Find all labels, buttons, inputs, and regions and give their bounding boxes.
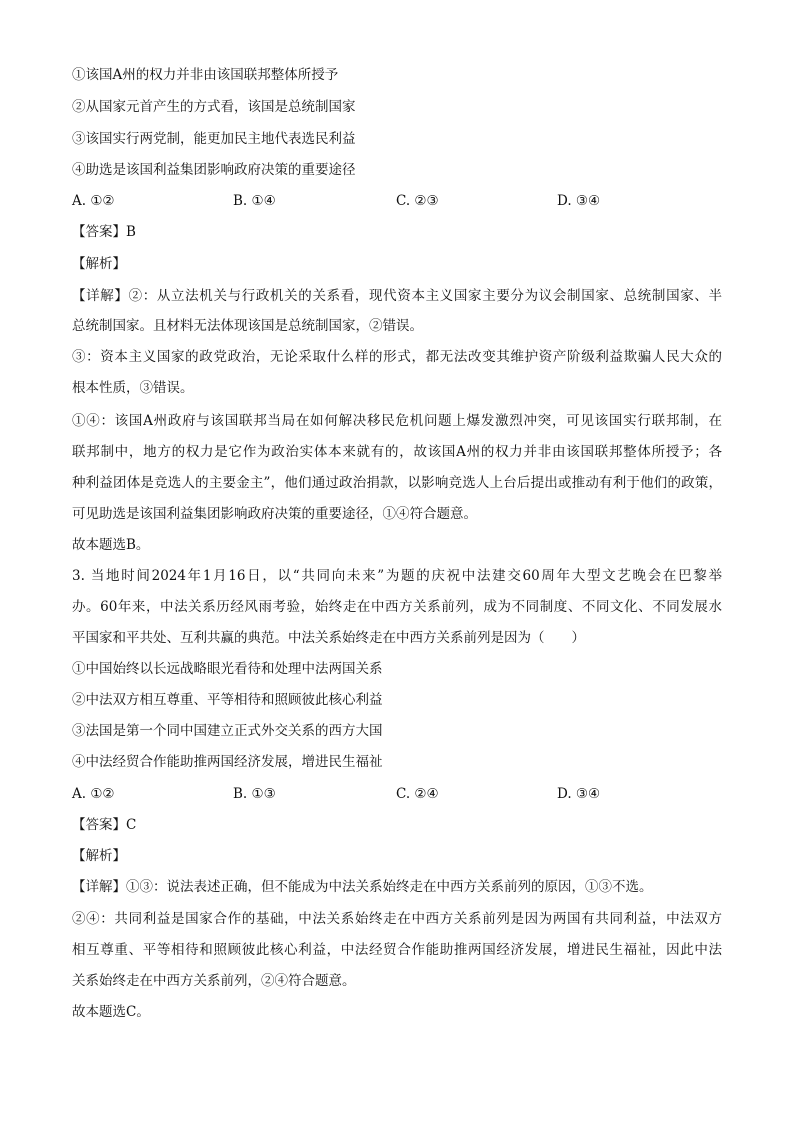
q3-item-4: ④中法经贸合作能助推两国经济发展，增进民生福祉 (72, 754, 383, 770)
q3-option-d: D. ③④ (557, 786, 601, 802)
q2-detail-line-3: ③：资本主义国家的政党政治，无论采取什么样的形式，都无法改变其维护资产阶级利益欺骗人民大众的 (72, 349, 722, 365)
q3-stem-line-1: 3. 当地时间2024年1月16日，以“共同向未来”为题的庆祝中法建交60周年大型文艺晚会在巴黎举 (72, 568, 722, 584)
q3-item-3: ③法国是第一个同中国建立正式外交关系的西方大国 (72, 723, 383, 739)
q2-detail-line-7: 种利益团体是竞选人的主要金主”，他们通过政治捐款，以影响竞选人上台后提出或推动有利于他们的政策， (72, 475, 722, 491)
q2-option-c: C. ②③ (396, 193, 439, 209)
q2-answer: 【答案】B (72, 224, 136, 240)
q2-item-3: ③该国实行两党制，能更加民主地代表选民利益 (72, 131, 356, 147)
q2-option-b: B. ①④ (233, 193, 276, 209)
q3-option-a: A. ①② (72, 786, 115, 802)
q3-analysis-label: 【解析】 (72, 848, 126, 864)
q3-conclusion: 故本题选C。 (72, 1004, 150, 1020)
q2-item-1: ①该国A州的权力并非由该国联邦整体所授予 (72, 67, 339, 83)
q3-item-2: ②中法双方相互尊重、平等相待和照顾彼此核心利益 (72, 692, 383, 708)
q3-stem-line-3: 平国家和平共处、互利共赢的典范。中法关系始终走在中西方关系前列是因为（ ） (72, 630, 585, 646)
q3-answer: 【答案】C (72, 817, 137, 833)
q2-detail-line-6: 联邦制中，地方的权力是它作为政治实体本来就有的，故该国A州的权力并非由该国联邦整体所授予；各 (72, 444, 722, 460)
q3-detail-line-4: 关系始终走在中西方关系前列，②④符合题意。 (72, 973, 356, 989)
q3-stem-line-2: 办。60年来，中法关系历经风雨考验，始终走在中西方关系前列，成为不同制度、不同文化、不同发展水 (72, 599, 722, 615)
q3-detail-line-3: 相互尊重、平等相待和照顾彼此核心利益，中法经贸合作能助推两国经济发展，增进民生福祉，因此中法 (72, 942, 722, 958)
q3-option-b: B. ①③ (233, 786, 276, 802)
q3-option-c: C. ②④ (396, 786, 439, 802)
q2-detail-line-8: 可见助选是该国利益集团影响政府决策的重要途径，①④符合题意。 (72, 506, 477, 522)
q2-analysis-label: 【解析】 (72, 256, 126, 272)
q2-detail-line-1: 【详解】②：从立法机关与行政机关的关系看，现代资本主义国家主要分为议会制国家、总统制国家、半 (72, 288, 722, 304)
q3-detail-line-2: ②④：共同利益是国家合作的基础，中法关系始终走在中西方关系前列是因为两国有共同利益，中法双方 (72, 911, 722, 927)
q2-option-d: D. ③④ (557, 193, 601, 209)
q2-conclusion: 故本题选B。 (72, 537, 150, 553)
q2-detail-line-4: 根本性质，③错误。 (72, 380, 194, 396)
q2-detail-line-5: ①④：该国A州政府与该国联邦当局在如何解决移民危机问题上爆发激烈冲突，可见该国实行联邦制，在 (72, 413, 722, 429)
q3-item-1: ①中国始终以长远战略眼光看待和处理中法两国关系 (72, 661, 383, 677)
q2-option-a: A. ①② (72, 193, 115, 209)
q2-detail-line-2: 总统制国家。且材料无法体现该国是总统制国家，②错误。 (72, 318, 423, 334)
q2-item-2: ②从国家元首产生的方式看，该国是总统制国家 (72, 99, 356, 115)
q2-item-4: ④助选是该国利益集团影响政府决策的重要途径 (72, 162, 356, 178)
q3-detail-line-1: 【详解】①③：说法表述正确，但不能成为中法关系始终走在中西方关系前列的原因，①③不选。 (72, 879, 653, 895)
